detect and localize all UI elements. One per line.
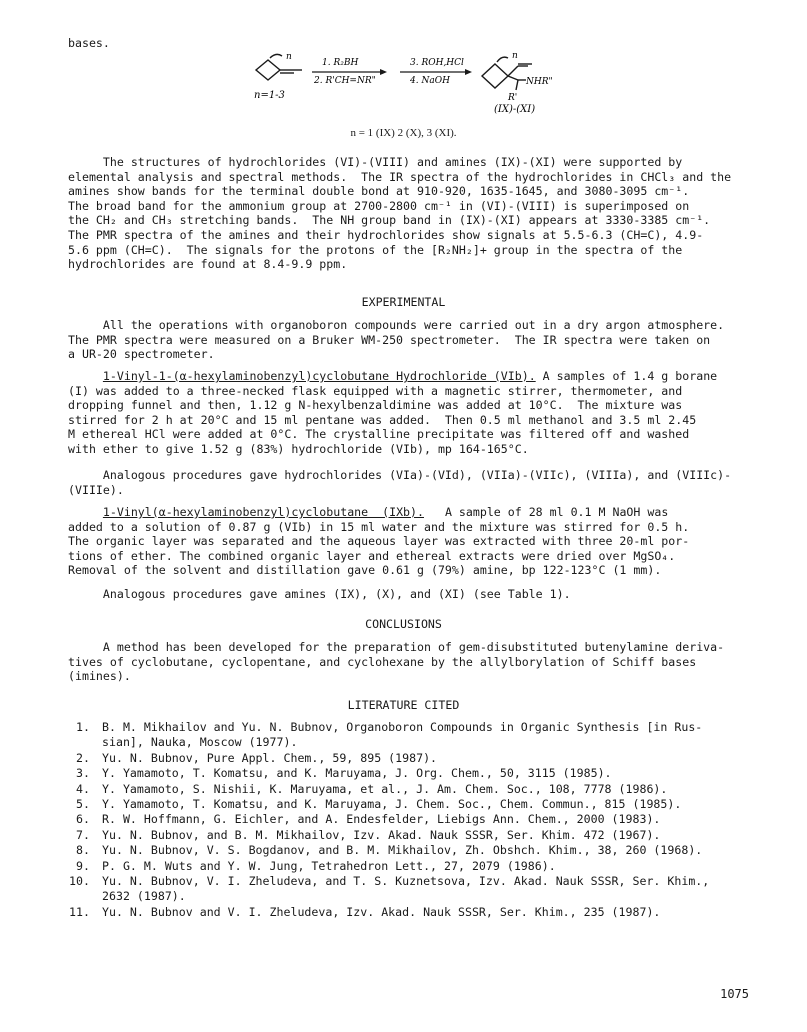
conclusions-heading: CONCLUSIONS — [365, 617, 442, 631]
experimental-heading: EXPERIMENTAL — [361, 295, 446, 309]
compound-title-ixb: 1-Vinyl(α-hexylaminobenzyl)cyclobutane (IXb). — [102, 505, 424, 519]
reference-number: 2. — [76, 750, 90, 765]
reference-number: 8. — [76, 843, 90, 858]
intro-line: amines show bands for the terminal double bond at 910-920, 1635-1645, and 3080-3095 cm⁻¹. — [68, 184, 690, 199]
n-right-label: n — [512, 51, 518, 61]
text-line: Removal of the solvent and distillation gave 0.61 g (79%) amine, bp 122-123°C (1 mm). — [68, 563, 662, 578]
reference-text: Yu. N. Bubnov, Pure Appl. Chem., 59, 895 (1987). — [102, 750, 438, 765]
reference-item — [62, 828, 762, 843]
reference-number: 1. — [76, 720, 90, 734]
text-line: with ether to give 1.52 g (83%) hydrochloride (VIb), mp 164-165°C. — [68, 441, 529, 456]
reference-text: Y. Yamamoto, S. Nishii, K. Maruyama, et al., J. Am. Chem. Soc., 108, 7778 (1986). — [102, 781, 668, 796]
reference-number: 3. — [76, 766, 90, 781]
reference-text — [102, 720, 762, 751]
text-line — [68, 505, 758, 520]
arrow-2-head — [465, 69, 472, 75]
intro-line: 5.6 ppm (CH=C). The signals for the protons of the [R₂NH₂]+ group in the spectra of the — [68, 242, 683, 257]
text-line: All the operations with organoboron compounds were carried out in a dry argon atmosphere. — [68, 318, 725, 332]
text-line: Analogous procedures gave hydrochlorides (VIa)-(VId), (VIIa)-(VIIc), (VIIIa), and (VIIIc)- — [68, 468, 732, 482]
reference-number: 9. — [76, 858, 90, 873]
intro-line: The structures of hydrochlorides (VI)-(VIII) and amines (IX)-(XI) were supported by — [68, 155, 683, 169]
text-line: added to a solution of 0.87 g (VIb) in 15 ml water and the mixture was stirred for 0.5 h. — [68, 519, 690, 534]
product-label: (IX)-(XI) — [494, 104, 536, 115]
text-line: (imines). — [68, 669, 131, 684]
scheme-caption: n = 1 (IX) 2 (X), 3 (XI). — [350, 127, 457, 139]
step-2-label: 2. R'CH=NR" — [314, 76, 376, 86]
step-1-label: 1. R₂BH — [322, 58, 359, 68]
reaction-scheme — [250, 50, 570, 120]
step-4-label: 4. NaOH — [410, 76, 450, 86]
reference-list — [62, 720, 762, 920]
step-3-label: 3. ROH,HCl — [410, 58, 464, 68]
text-line: tives of cyclobutane, cyclopentane, and cyclohexane by the allylborylation of Schiff bases — [68, 654, 697, 669]
reference-item — [62, 782, 762, 797]
reference-number: 10. — [69, 874, 90, 889]
reference-line: 2632 (1987). — [102, 889, 186, 904]
reference-text: R. W. Hoffmann, G. Eichler, and A. Endesfelder, Liebigs Ann. Chem., 2000 (1983). — [102, 812, 661, 827]
r-prime-label: R' — [508, 93, 518, 103]
intro-line: hydrochlorides are found at 8.4-9.9 ppm. — [68, 257, 348, 272]
experimental-paragraph-5 — [68, 587, 758, 602]
text-line: (I) was added to a three-necked flask equipped with a magnetic stirrer, thermometer, and — [68, 383, 683, 398]
text-line — [68, 369, 758, 384]
reference-item — [62, 905, 762, 920]
reference-number: 6. — [76, 812, 90, 827]
page-number: 1075 — [720, 987, 749, 1001]
reference-text: Y. Yamamoto, T. Komatsu, and K. Maruyama, J. Org. Chem., 50, 3115 (1985). — [102, 766, 612, 781]
text-line: M ethereal HCl were added at 0°C. The crystalline precipitate was filtered off and washed — [68, 427, 690, 442]
compound-title-vib: 1-Vinyl-1-(α-hexylaminobenzyl)cyclobutane Hydrochloride (VIb). — [102, 369, 536, 383]
reference-item — [62, 874, 762, 905]
text-line: stirred for 2 h at 20°C and 15 ml pentane was added. Then 0.5 ml methanol and 3.5 ml 2.45 — [68, 412, 697, 427]
n-range-label: n=1-3 — [254, 90, 285, 101]
intro-line: The broad band for the ammonium group at 2700-2800 cm⁻¹ in (VI)-(VIII) is superimposed on — [68, 198, 690, 213]
n-left-label: n — [286, 52, 292, 62]
product-ring — [482, 57, 532, 90]
experimental-paragraph-3 — [68, 468, 758, 497]
text-line: tions of ether. The combined organic layer and ethereal extracts were dried over MgSO₄. — [68, 548, 676, 563]
text-fragment: A samples of 1.4 g borane — [535, 369, 718, 383]
reference-item — [62, 797, 762, 812]
reference-text — [102, 874, 762, 905]
reference-item — [62, 843, 762, 858]
top-fragment-text: bases. — [68, 36, 110, 50]
reference-text: Yu. N. Bubnov and V. I. Zheludeva, Izv. Akad. Nauk SSSR, Ser. Khim., 235 (1987). — [102, 904, 661, 919]
text-line: The organic layer was separated and the aqueous layer was extracted with three 20-ml por- — [68, 534, 690, 549]
reference-item — [62, 720, 762, 751]
literature-heading: LITERATURE CITED — [347, 698, 460, 712]
text-fragment: A sample of 28 ml 0.1 M NaOH was — [424, 505, 669, 519]
experimental-paragraph-1 — [68, 318, 758, 362]
reference-number: 7. — [76, 827, 90, 842]
reference-text: Yu. N. Bubnov, V. S. Bogdanov, and B. M. Mikhailov, Zh. Obshch. Khim., 38, 260 (1968). — [102, 843, 703, 858]
reference-text: Yu. N. Bubnov, and B. M. Mikhailov, Izv. Akad. Nauk SSSR, Ser. Khim. 472 (1967). — [102, 827, 661, 842]
reference-item — [62, 859, 762, 874]
text-line: Analogous procedures gave amines (IX), (X), and (XI) (see Table 1). — [68, 587, 571, 601]
text-line: a UR-20 spectrometer. — [68, 347, 215, 362]
reference-item — [62, 766, 762, 781]
text-line: dropping funnel and then, 1.12 g N-hexylbenzaldimine was added at 10°C. The mixture was — [68, 398, 683, 413]
reference-text: P. G. M. Wuts and Y. W. Jung, Tetrahedron Lett., 27, 2079 (1986). — [102, 858, 556, 873]
experimental-paragraph-2 — [68, 369, 758, 457]
reference-number: 5. — [76, 797, 90, 812]
intro-line: the CH₂ and CH₃ stretching bands. The NH group band in (IX)-(XI) appears at 3330-3385 cm⁻¹. — [68, 213, 711, 228]
reference-line: Yu. N. Bubnov, V. I. Zheludeva, and T. S. Kuznetsova, Izv. Akad. Nauk SSSR, Ser. Khim., — [102, 874, 710, 889]
reactant-ring — [256, 54, 302, 80]
reference-item — [62, 751, 762, 766]
reference-item — [62, 812, 762, 827]
text-line: The PMR spectra were measured on a Bruker WM-250 spectrometer. The IR spectra were taken on — [68, 332, 711, 347]
text-line: A method has been developed for the preparation of gem-disubstituted butenylamine deriva- — [68, 640, 725, 654]
arrow-1-head — [380, 69, 387, 75]
reference-number: 11. — [69, 904, 90, 919]
intro-line: The PMR spectra of the amines and their hydrochlorides show signals at 5.5-6.3 (CH=C), 4.9- — [68, 227, 704, 242]
text-line: (VIIIe). — [68, 482, 124, 497]
reference-number: 4. — [76, 781, 90, 796]
nhr-label: NHR" — [526, 77, 553, 87]
intro-line: elemental analysis and spectral methods. The IR spectra of the hydrochlorides in CHCl₃ and the — [68, 169, 732, 184]
reference-line: B. M. Mikhailov and Yu. N. Bubnov, Organoboron Compounds in Organic Synthesis [in Rus- — [102, 720, 703, 734]
reference-text: Y. Yamamoto, T. Komatsu, and K. Maruyama, J. Chem. Soc., Chem. Commun., 815 (1985). — [102, 797, 682, 812]
reference-line: sian], Nauka, Moscow (1977). — [102, 735, 298, 750]
experimental-paragraph-4 — [68, 505, 758, 578]
conclusions-paragraph — [68, 640, 758, 684]
intro-paragraph — [68, 155, 758, 272]
